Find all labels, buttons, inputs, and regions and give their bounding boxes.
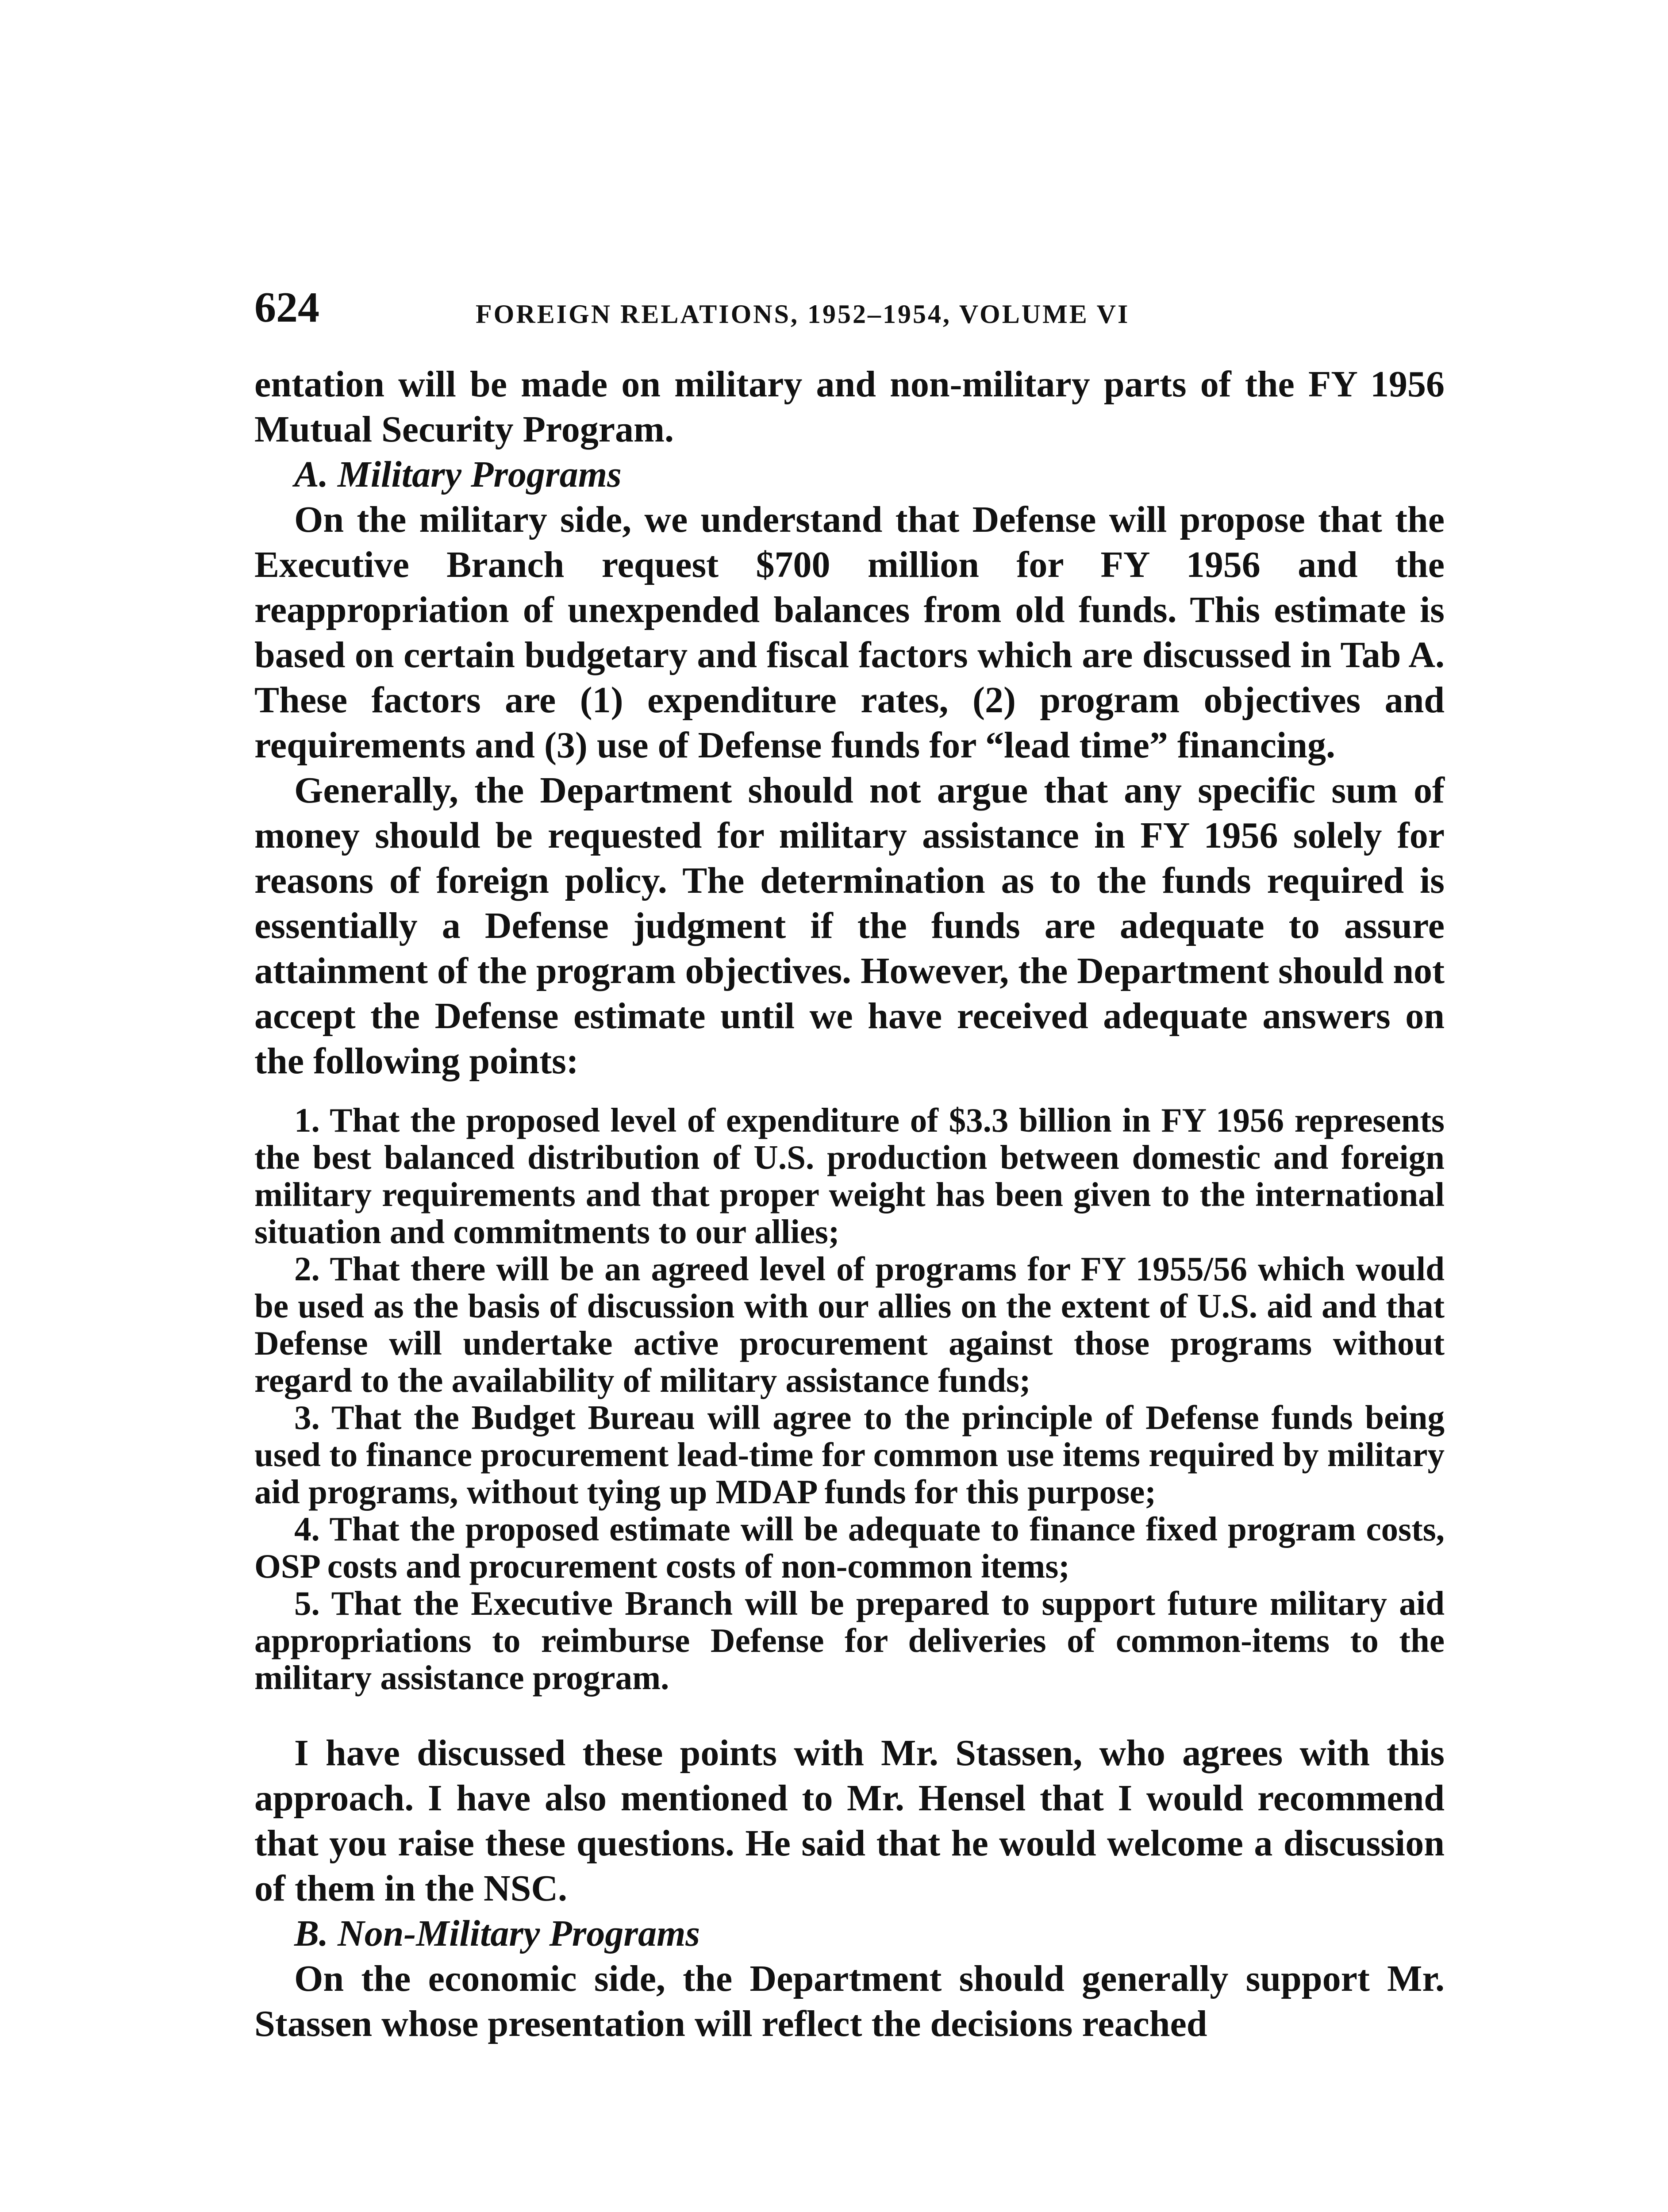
list-item: 5. That the Executive Branch will be prepared to support future military aid appropriations to reimburse Defense for deliveries of common-items to the military assistance program. <box>254 1584 1445 1697</box>
page-number: 624 <box>254 284 319 331</box>
list-item: 3. That the Budget Bureau will agree to the principle of Defense funds being used to finance procurement lead-time for common use items required by military aid programs, without tying up MDAP funds for this purpose; <box>254 1398 1445 1511</box>
paragraph-department-position: Generally, the Department should not argue that any specific sum of money should be requested for military assistance in FY 1956 solely for reasons of foreign policy. The determination as to the funds required is essentially a Defense judgment if the funds are adequate to assure attainment of the program objectives. However, the Department should not accept the Defense estimate until we have received adequate answers on the following points: <box>254 770 1445 1082</box>
document-body <box>254 362 1445 2047</box>
page-header <box>254 283 1449 336</box>
section-heading-military: A. Military Programs <box>294 454 622 495</box>
paragraph-economic-side: On the economic side, the Department should generally support Mr. Stassen whose presentation will reflect the decisions reached <box>254 1958 1445 2044</box>
paragraph-continuation: entation will be made on military and non-military parts of the FY 1956 Mutual Security Program. <box>254 364 1445 450</box>
section-heading-non-military: B. Non-Military Programs <box>294 1913 700 1954</box>
paragraph-stassen-discussion: I have discussed these points with Mr. Stassen, who agrees with this approach. I have also mentioned to Mr. Hensel that I would recommend that you raise these questions. He said that he would welcome a discussion of them in the NSC. <box>254 1732 1445 1909</box>
paragraph-military-side: On the military side, we understand that Defense will propose that the Executive Branch request $700 million for FY 1956 and the reappropriation of unexpended balances from old funds. This estimate is based on certain budgetary and fiscal factors which are discussed in Tab A. These factors are (1) expenditure rates, (2) program objectives and requirements and (3) use of Defense funds for “lead time” financing. <box>254 499 1445 766</box>
running-title: FOREIGN RELATIONS, 1952–1954, VOLUME VI <box>476 300 1130 329</box>
list-item: 2. That there will be an agreed level of programs for FY 1955/56 which would be used as the basis of discussion with our allies on the extent of U.S. aid and that Defense will undertake active procurement against those programs without regard to the availability of military assistance funds; <box>254 1250 1445 1399</box>
list-item: 4. That the proposed estimate will be adequate to finance fixed program costs, OSP costs and procurement costs of non-common items; <box>254 1510 1445 1585</box>
numbered-points-list <box>254 1102 1445 1696</box>
list-item: 1. That the proposed level of expenditure of $3.3 billion in FY 1956 represents the best balanced distribution of U.S. production between domestic and foreign military requirements and that proper weight has been given to the international situation and commitments to our allies; <box>254 1101 1445 1251</box>
